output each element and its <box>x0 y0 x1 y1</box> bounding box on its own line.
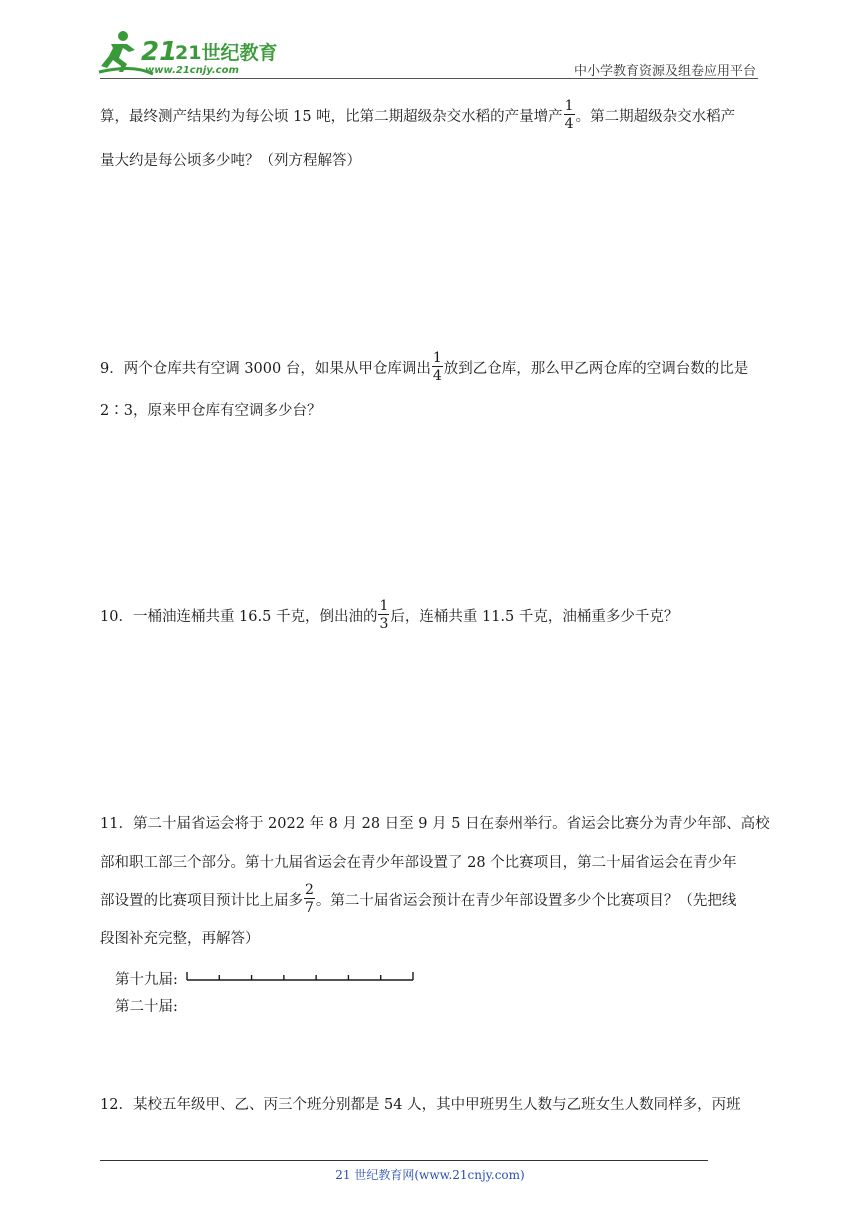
question-11-line-3 <box>100 884 764 918</box>
question-11-line-2: 部和职工部三个部分。第十九届省运会在青少年部设置了 28 个比赛项目，第二十届省运会在青少年 <box>100 855 737 871</box>
footer-link[interactable]: 21 世纪教育网(www.21cnjy.com) <box>335 1168 525 1182</box>
site-logo[interactable] <box>93 28 278 80</box>
question-8-line-1 <box>100 100 764 134</box>
q10-text-b: 后，连桶共重 11.5 千克，油桶重多少千克？ <box>390 609 679 625</box>
question-11-line-4: 段图补充完整，再解答） <box>100 931 260 947</box>
question-8-line-2: 量大约是每公顷多少吨？（列方程解答） <box>100 153 361 169</box>
header-divider <box>100 78 758 79</box>
q9-text-a: 9．两个仓库共有空调 3000 台，如果从甲仓库调出 <box>100 361 431 377</box>
fraction: $\frac{1}{3}$ <box>379 598 389 632</box>
svg-text:21: 21 <box>141 37 178 67</box>
page-header <box>0 0 860 84</box>
svg-text:www.21cnjy.com: www.21cnjy.com <box>145 65 239 76</box>
fraction: $\frac{2}{7}$ <box>305 882 314 916</box>
q9-text-b: 放到乙仓库，那么甲乙两仓库的空调台数的比是 <box>443 361 749 377</box>
runner-logo-icon <box>93 28 278 80</box>
question-12-line-1: 12．某校五年级甲、乙、丙三个班分别都是 54 人，其中甲班男生人数与乙班女生人数同样多，丙班 <box>100 1097 741 1113</box>
q11-text-b: 。第二十届省运会预计在青少年部设置多少个比赛项目？（先把线 <box>315 893 737 909</box>
question-10-line-1 <box>100 600 764 634</box>
segment-label-20th: 第二十届: <box>115 999 178 1015</box>
q8-text-b: 。第二期超级杂交水稻产 <box>575 109 736 125</box>
platform-name: 中小学教育资源及组卷应用平台 <box>573 64 756 79</box>
segment-label-19th: 第十九届: <box>115 972 178 988</box>
footer-divider <box>100 1160 708 1161</box>
q11-text-a: 部设置的比赛项目预计比上届多 <box>100 893 303 909</box>
fraction: $\frac{1}{4}$ <box>432 350 442 384</box>
question-11-line-1: 11．第二十届省运会将于 2022 年 8 月 28 日至 9 月 5 日在泰州举行。省运会比赛分为青少年部、高校 <box>100 816 770 832</box>
question-9-line-2: 2∶3，原来甲仓库有空调多少台？ <box>100 403 322 419</box>
question-9-line-1 <box>100 352 764 386</box>
q10-text-a: 10．一桶油连桶共重 16.5 千克，倒出油的 <box>100 609 378 625</box>
q8-text-a: 算，最终测产结果约为每公顷 15 吨，比第二期超级杂交水稻的产量增产 <box>100 109 563 125</box>
line-segment-diagram-19th <box>186 970 414 984</box>
fraction: $\frac{1}{4}$ <box>564 98 574 132</box>
svg-text:21世纪教育: 21世纪教育 <box>175 42 278 64</box>
